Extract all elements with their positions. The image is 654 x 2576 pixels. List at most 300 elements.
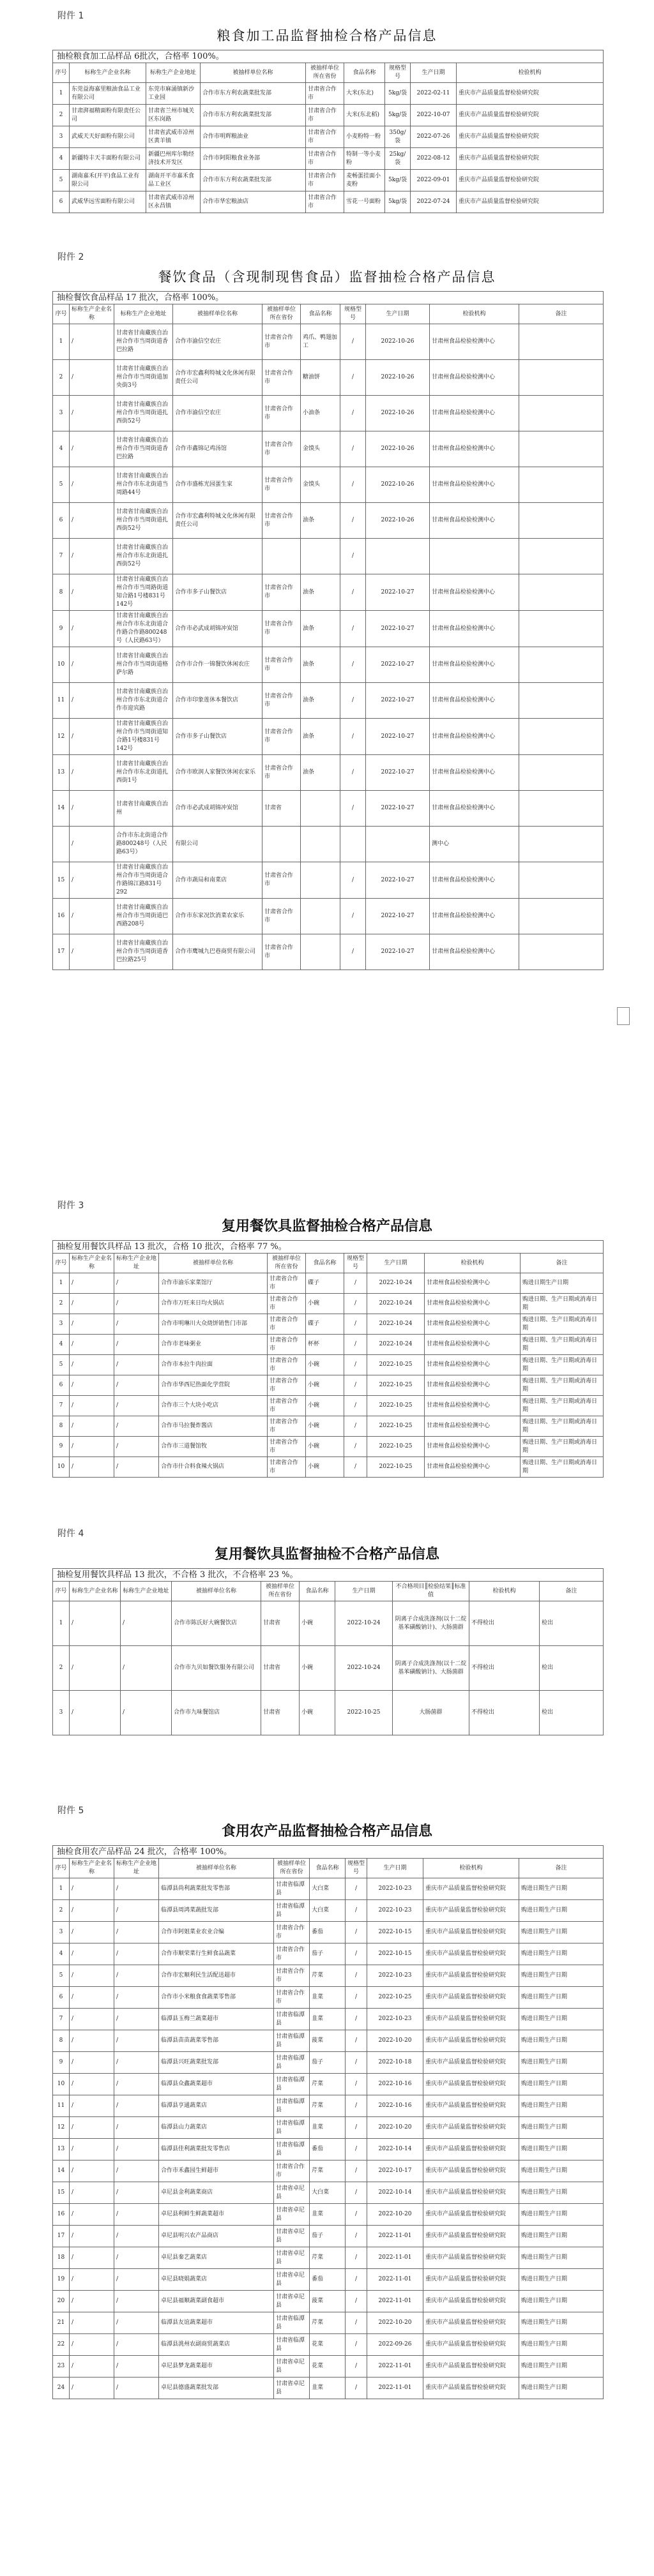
table-cell: 甘肃省合作市 xyxy=(274,2160,310,2182)
section-title: 复用餐饮具监督抽检不合格产品信息 xyxy=(214,1546,439,1562)
table-cell: 2022-10-14 xyxy=(367,2182,423,2204)
table-cell: 合作市三道餐馆牧 xyxy=(159,1437,268,1457)
table-row xyxy=(53,934,604,970)
table-cell: 小碗 xyxy=(306,1375,344,1396)
table-cell: 购进日期、生产日期或消毒日期 xyxy=(521,1416,604,1437)
table-cell: / xyxy=(70,1457,114,1478)
table-cell: 碟子 xyxy=(306,1273,344,1294)
table-cell: 阴离子合成洗涤剂(以十二烷基苯磺酸钠计)、大肠菌群 xyxy=(393,1601,469,1646)
table-cell: / xyxy=(114,2139,159,2160)
table-cell: 大白菜 xyxy=(310,2182,346,2204)
table-row xyxy=(53,2117,604,2139)
table-cell: 合作市东方利农蔬菜批发部 xyxy=(201,170,306,191)
table-cell: 甘肃省卓尼县 xyxy=(274,2204,310,2226)
table-cell: / xyxy=(346,2095,367,2117)
table-cell: / xyxy=(70,1965,114,1987)
table-cell: 2022-10-24 xyxy=(335,1646,393,1691)
table-cell: 购进日期生产日期 xyxy=(519,2356,604,2378)
table-cell: 17 xyxy=(53,934,70,970)
table-cell: 芹菜 xyxy=(310,2074,346,2095)
table-cell: 2022-11-01 xyxy=(367,2247,423,2269)
table-cell: 甘肃省合作市 xyxy=(268,1457,306,1478)
table-cell: 合作市必武成胡锦冲炭馆 xyxy=(173,611,262,647)
table-cell: 韭菜 xyxy=(310,2009,346,2030)
table-cell: 湖南嘉禾(开平)食品工业有限公司 xyxy=(70,170,146,191)
table-cell: 合作市多子山餐饮店 xyxy=(173,574,262,611)
table-cell: 2022-11-01 xyxy=(367,2378,423,2399)
table-cell: 菠菜 xyxy=(310,2291,346,2312)
table-cell: 2022-10-15 xyxy=(367,1943,423,1965)
table-cell: 大白菜 xyxy=(310,1900,346,1922)
section-3 xyxy=(0,1199,654,1518)
table-cell xyxy=(519,431,604,467)
table-cell: 2022-10-24 xyxy=(367,1294,425,1314)
table-row xyxy=(53,1601,604,1646)
table-cell: / xyxy=(70,647,114,683)
table-row xyxy=(53,191,604,213)
table-cell: 3 xyxy=(53,396,70,431)
table-cell: / xyxy=(114,2030,159,2052)
table-cell: 5 xyxy=(53,1965,70,1987)
table-cell: / xyxy=(114,2095,159,2117)
table-cell: 杯杯 xyxy=(306,1335,344,1355)
table-cell: 重庆市产品质量监督检验研究院 xyxy=(423,2291,519,2312)
table-row xyxy=(53,2160,604,2182)
table-row xyxy=(53,170,604,191)
table-row xyxy=(53,83,604,105)
table-cell: / xyxy=(340,360,366,396)
table-cell xyxy=(366,827,430,862)
column-header: 序号 xyxy=(53,1859,70,1878)
column-header: 生产日期 xyxy=(366,304,430,324)
table-cell: 检出 xyxy=(540,1691,604,1735)
table-cell: 重庆市产品质量监督检验研究院 xyxy=(423,1878,519,1900)
table-cell: / xyxy=(114,1396,159,1416)
table-cell: / xyxy=(340,934,366,970)
table-cell: 不得检出 xyxy=(469,1646,540,1691)
table-cell: 15 xyxy=(53,862,70,899)
table-cell: / xyxy=(346,2009,367,2030)
table-cell: / xyxy=(70,719,114,755)
table-cell: / xyxy=(346,2160,367,2182)
table-cell: 16 xyxy=(53,899,70,934)
table-cell: 甘肃省甘南藏族自治州合作市当周街道合作路锦江路831号292 xyxy=(114,862,173,899)
table-cell: 2022-10-25 xyxy=(367,1457,425,1478)
column-header: 序号 xyxy=(53,1582,70,1601)
table-cell: / xyxy=(70,2226,114,2247)
table-cell: 17 xyxy=(53,2226,70,2247)
table-cell: 甘肃州食品检验检测中心 xyxy=(425,1437,521,1457)
table-cell: / xyxy=(346,2291,367,2312)
table-cell: 甘肃州食品检验检测中心 xyxy=(430,360,519,396)
table-cell: 甘肃省甘南藏族自治州合作市当周街道香巴拉路25号 xyxy=(114,934,173,970)
column-header: 检验机构 xyxy=(457,63,604,83)
table-cell: 12 xyxy=(53,719,70,755)
table-cell: 3 xyxy=(53,1691,70,1735)
table-cell: 2022-08-12 xyxy=(411,148,457,170)
table-cell: / xyxy=(70,1646,121,1691)
table-cell: 2022-10-26 xyxy=(366,324,430,360)
table-cell: 重庆市产品质量监督检验研究院 xyxy=(423,2160,519,2182)
table-cell: 甘肃省合作市 xyxy=(262,503,301,539)
table-row xyxy=(53,2291,604,2312)
table-cell: 合作市陈氏好大碗餐饮店 xyxy=(172,1601,261,1646)
table-cell: 甘肃省合作市 xyxy=(268,1294,306,1314)
column-header: 标称生产企业地址 xyxy=(114,1254,159,1273)
column-header: 被抽样单位所在省份 xyxy=(268,1254,306,1273)
table-cell xyxy=(301,827,340,862)
table-cell: 甘肃州食品检验检测中心 xyxy=(425,1273,521,1294)
table-cell: / xyxy=(70,539,114,574)
table-cell: 韭菜 xyxy=(310,2378,346,2399)
table-summary: 抽检餐饮食品样品 17 批次，合格率 100%。 xyxy=(53,292,604,304)
table-cell: 购进日期生产日期 xyxy=(519,2030,604,2052)
table-cell: / xyxy=(340,683,366,719)
table-cell: / xyxy=(340,862,366,899)
table-cell: / xyxy=(344,1355,367,1375)
column-header: 序号 xyxy=(53,304,70,324)
table-cell: 1 xyxy=(53,83,70,105)
table-cell: 芹菜 xyxy=(310,2095,346,2117)
table-row xyxy=(53,1355,604,1375)
table-cell: 2022-10-24 xyxy=(367,1273,425,1294)
column-header: 规格型号 xyxy=(344,1254,367,1273)
table-row xyxy=(53,1314,604,1335)
table-cell: 甘肃省 xyxy=(261,1646,300,1691)
table-row xyxy=(53,148,604,170)
table-cell: / xyxy=(114,1375,159,1396)
column-header: 被抽样单位名称 xyxy=(201,63,306,83)
table-cell: / xyxy=(114,1437,159,1457)
table-cell: / xyxy=(340,539,366,574)
table-cell: 合作市合作一锦餐饮休闲农庄 xyxy=(173,647,262,683)
table-cell: 3 xyxy=(53,1922,70,1943)
table-cell: 甘肃省合作市 xyxy=(262,899,301,934)
table-cell: 油条 xyxy=(301,755,340,791)
table-row xyxy=(53,574,604,611)
table-cell: / xyxy=(70,934,114,970)
table-row xyxy=(53,2030,604,2052)
table-cell: / xyxy=(344,1273,367,1294)
table-cell: 1 xyxy=(53,1601,70,1646)
table-cell: 甘肃州食品检验检测中心 xyxy=(430,396,519,431)
table-cell: 购进日期生产日期 xyxy=(519,2269,604,2291)
table-cell: 2022-10-26 xyxy=(366,467,430,503)
table-cell: / xyxy=(70,2378,114,2399)
table-row xyxy=(53,2312,604,2334)
table-cell: 2022-10-24 xyxy=(367,1314,425,1335)
table-cell: 有限公司 xyxy=(173,827,262,862)
table-cell: 2022-10-17 xyxy=(367,2160,423,2182)
table-cell: / xyxy=(340,396,366,431)
table-cell: / xyxy=(114,2312,159,2334)
table-cell: 22 xyxy=(53,2334,70,2356)
table-cell: 甘肃省甘南藏族自治州合作市当周街道格萨尔路 xyxy=(114,647,173,683)
table-cell: 3 xyxy=(53,126,70,148)
table-cell: / xyxy=(70,2247,114,2269)
table-row xyxy=(53,1273,604,1294)
table-cell: / xyxy=(70,1987,114,2009)
table-cell: 重庆市产品质量监督检验研究院 xyxy=(457,170,604,191)
column-header: 食品名称 xyxy=(306,1254,344,1273)
table-cell: / xyxy=(70,2182,114,2204)
table-cell: 购进日期生产日期 xyxy=(519,1900,604,1922)
table-cell: 甘肃省合作市 xyxy=(262,755,301,791)
table-cell: / xyxy=(344,1335,367,1355)
table-cell: / xyxy=(114,1294,159,1314)
table-cell: 芹菜 xyxy=(310,2247,346,2269)
table-cell: 6 xyxy=(53,503,70,539)
attachment-label: 附件 3 xyxy=(57,1201,84,1211)
table-row xyxy=(53,1987,604,2009)
table-row xyxy=(53,2204,604,2226)
column-header: 被抽样单位名称 xyxy=(172,1582,261,1601)
table-cell: 甘肃省甘南藏族自治州合作市当周路街道知合路1号楼831号142号 xyxy=(114,574,173,611)
table-cell: 2022-10-16 xyxy=(367,2095,423,2117)
table-cell: 大米(东北) xyxy=(344,83,385,105)
table-summary: 抽检食用农产品样品 24 批次，合格率 100%。 xyxy=(53,1846,604,1859)
table-cell: / xyxy=(70,2074,114,2095)
table-cell: 小碗 xyxy=(300,1646,335,1691)
table-cell: / xyxy=(344,1314,367,1335)
column-header: 备注 xyxy=(540,1582,604,1601)
table-cell xyxy=(519,755,604,791)
table-cell: 重庆市产品质量监督检验研究院 xyxy=(423,2009,519,2030)
table-cell: / xyxy=(340,431,366,467)
table-cell: 6 xyxy=(53,1987,70,2009)
table-cell: / xyxy=(344,1416,367,1437)
table-cell xyxy=(301,899,340,934)
table-cell: 重庆市产品质量监督检验研究院 xyxy=(423,2117,519,2139)
column-header: 食品名称 xyxy=(301,304,340,324)
table-cell: 检出 xyxy=(540,1646,604,1691)
section-title: 粮食加工品监督抽检合格产品信息 xyxy=(217,28,437,43)
table-cell: / xyxy=(114,2182,159,2204)
table-cell: 甘肃省甘南藏族自治州合作市当周街道加央街3号 xyxy=(114,360,173,396)
table-cell: / xyxy=(70,503,114,539)
table-cell: / xyxy=(114,1943,159,1965)
table-cell: / xyxy=(346,2139,367,2160)
table-cell: 购进日期生产日期 xyxy=(519,2247,604,2269)
section-title: 食用农产品监督抽检合格产品信息 xyxy=(221,1823,432,1839)
table-cell: 甘肃省卓尼县 xyxy=(274,2182,310,2204)
table-cell: 武威华远雪面粉有限公司 xyxy=(70,191,146,213)
table-cell: 甘肃州食品检验检测中心 xyxy=(430,899,519,934)
table-cell: 甘肃省甘南藏族自治州合作市当周街道知合路1号楼831号142号 xyxy=(114,719,173,755)
table-cell: / xyxy=(70,1878,114,1900)
table-cell: / xyxy=(344,1437,367,1457)
table-cell: 2022-10-07 xyxy=(411,105,457,126)
table-cell: / xyxy=(70,2160,114,2182)
table-cell: / xyxy=(346,2052,367,2074)
table-cell: 购进日期生产日期 xyxy=(519,1922,604,1943)
table-cell: 甘肃省合作市 xyxy=(306,191,344,213)
table-cell: 小油条 xyxy=(301,396,340,431)
table-cell: 茄子 xyxy=(310,2052,346,2074)
table-cell: 合作市万旺来日均火锅店 xyxy=(159,1294,268,1314)
table-cell: 2022-10-16 xyxy=(367,2074,423,2095)
table-cell: 甘肃省合作市 xyxy=(268,1314,306,1335)
table-cell xyxy=(519,611,604,647)
table-row xyxy=(53,1294,604,1314)
table-cell: / xyxy=(114,1878,159,1900)
table-cell: / xyxy=(121,1601,172,1646)
table-cell: 购进日期生产日期 xyxy=(519,2009,604,2030)
table-cell: 合作市渝乐家菜馆厅 xyxy=(159,1273,268,1294)
table-cell: 甘肃州食品检验检测中心 xyxy=(430,647,519,683)
table-cell xyxy=(519,862,604,899)
table-row xyxy=(53,1375,604,1396)
table-cell: 2022-10-23 xyxy=(367,2009,423,2030)
table-cell: 2022-07-26 xyxy=(411,126,457,148)
table-cell: 甘肃省合作市 xyxy=(268,1396,306,1416)
table-cell: 甘肃省合作市 xyxy=(306,105,344,126)
table-cell: 7 xyxy=(53,2009,70,2030)
table-cell xyxy=(519,899,604,934)
table-cell: / xyxy=(70,862,114,899)
table-cell: 油条 xyxy=(301,611,340,647)
table-cell: / xyxy=(114,1965,159,1987)
table-row xyxy=(53,2226,604,2247)
table-cell: 甘肃州食品检验检测中心 xyxy=(430,467,519,503)
table-cell: 甘肃州食品检验检测中心 xyxy=(425,1355,521,1375)
table-cell: 甘肃省合作市 xyxy=(262,683,301,719)
table-cell: 临潭县玉梅兰蔬菜超市 xyxy=(159,2009,274,2030)
table-cell: 2022-10-25 xyxy=(367,1416,425,1437)
table-cell: / xyxy=(114,2204,159,2226)
table-cell: 2022-10-27 xyxy=(366,791,430,827)
table-row xyxy=(53,862,604,899)
table-cell: / xyxy=(114,1314,159,1335)
table-cell: 甘肃州食品检验检测中心 xyxy=(430,431,519,467)
table-cell: 临潭县友谊蔬菜超市 xyxy=(159,2312,274,2334)
table-cell: 2022-10-20 xyxy=(367,2030,423,2052)
table-cell: / xyxy=(70,2052,114,2074)
table-cell: 9 xyxy=(53,1437,70,1457)
table-cell: 2022-02-11 xyxy=(411,83,457,105)
table-cell: / xyxy=(114,1987,159,2009)
table-cell: 2022-10-25 xyxy=(367,1396,425,1416)
table-cell: / xyxy=(346,2204,367,2226)
table-cell: 合作市九贝如餐饮服务有限公司 xyxy=(172,1646,261,1691)
table-cell: / xyxy=(114,1457,159,1478)
table-cell: 9 xyxy=(53,2052,70,2074)
table-cell: / xyxy=(346,2378,367,2399)
table-cell: 大白菜 xyxy=(310,1878,346,1900)
column-header: 检验机构 xyxy=(423,1859,519,1878)
table-cell: 合作市三个大块小吃店 xyxy=(159,1396,268,1416)
table-cell: 甘肃州食品检验检测中心 xyxy=(430,719,519,755)
table-cell: 购进日期生产日期 xyxy=(519,2334,604,2356)
table-cell: 购进日期、生产日期或消毒日期 xyxy=(521,1335,604,1355)
table-cell: / xyxy=(346,1922,367,1943)
table-cell: / xyxy=(346,1878,367,1900)
table-cell: 甘肃省甘南藏族自治州合作市东北街道合作市迎宾路 xyxy=(114,683,173,719)
table-row xyxy=(53,1396,604,1416)
table-cell: 甘肃省合作市 xyxy=(262,862,301,899)
table-cell: 合作市鹰城九巴巷商贸有限公司 xyxy=(173,934,262,970)
table-cell: 合作市明琳川大众烧饼销售门市部 xyxy=(159,1314,268,1335)
table-cell: 小碗 xyxy=(300,1691,335,1735)
table-cell: / xyxy=(70,1314,114,1335)
table-cell: 12 xyxy=(53,2117,70,2139)
table-cell: 5kg/袋 xyxy=(385,105,411,126)
table-row xyxy=(53,1437,604,1457)
table-cell: / xyxy=(70,2334,114,2356)
table-cell: 2022-10-24 xyxy=(367,1335,425,1355)
table-cell: 小碗 xyxy=(306,1355,344,1375)
table-cell: 甘肃省卓尼县 xyxy=(274,2269,310,2291)
table-cell xyxy=(519,719,604,755)
table-row xyxy=(53,1965,604,1987)
table-cell: 湖南开平市嘉禾食品工业区 xyxy=(146,170,201,191)
table-summary: 抽检复用餐饮具样品 13 批次，合格 10 批次，合格率 77 %。 xyxy=(53,1241,604,1254)
table-cell: 甘肃州食品检验检测中心 xyxy=(430,755,519,791)
table-cell: / xyxy=(114,1922,159,1943)
table-cell: 阴离子合成洗涤剂(以十二烷基苯磺酸钠计)、大肠菌群 xyxy=(393,1646,469,1691)
header-row xyxy=(53,1859,604,1878)
table-cell: / xyxy=(70,1900,114,1922)
table-cell: 油条 xyxy=(301,503,340,539)
table-cell: 重庆市产品质量监督检验研究院 xyxy=(423,1922,519,1943)
table-cell: 甘肃省合作市 xyxy=(274,1922,310,1943)
table-cell: 雪花一号面粉 xyxy=(344,191,385,213)
table-row xyxy=(53,2139,604,2160)
table-cell: 合作市鑫锦记鸡汤馆 xyxy=(173,431,262,467)
table-cell: / xyxy=(70,827,114,862)
table-cell: 临潭县周鸿菜蔬批发部 xyxy=(159,1900,274,1922)
table-cell: 2022-10-25 xyxy=(367,1375,425,1396)
column-header: 标称生产企业地址 xyxy=(121,1582,172,1601)
table-cell: 鸡爪、鸭翅加工 xyxy=(301,324,340,360)
table-cell: 东莞市麻涌镇新沙工业园 xyxy=(146,83,201,105)
table-cell: 甘肃省合作市 xyxy=(268,1375,306,1396)
table-cell: 甘肃州食品检验检测中心 xyxy=(430,934,519,970)
table-row xyxy=(53,611,604,647)
column-header: 被抽样单位所在省份 xyxy=(274,1859,310,1878)
column-header: 规格型号 xyxy=(385,63,411,83)
table-cell: / xyxy=(70,755,114,791)
table-cell: 糖油饼 xyxy=(301,360,340,396)
table-cell: 新疆特丰天丰面粉有限公司 xyxy=(70,148,146,170)
table-row xyxy=(53,360,604,396)
table-cell: / xyxy=(346,1965,367,1987)
table-row xyxy=(53,2182,604,2204)
table-cell: / xyxy=(114,2269,159,2291)
table-cell: 甘肃省甘南藏族自治州合作市东北街道合作路合作路800248号（人民路63号） xyxy=(114,611,173,647)
table-cell: 合作市华宏粮油店 xyxy=(201,191,306,213)
column-header: 规格型号 xyxy=(340,304,366,324)
table-cell: 重庆市产品质量监督检验研究院 xyxy=(423,2095,519,2117)
table-row xyxy=(53,1943,604,1965)
table-row xyxy=(53,396,604,431)
table-cell xyxy=(519,360,604,396)
table-cell: / xyxy=(70,611,114,647)
table-cell: 合作市欧润人家餐饮休闲农家乐 xyxy=(173,755,262,791)
table-cell: 7 xyxy=(53,1396,70,1416)
table-cell: 2022-10-25 xyxy=(367,1355,425,1375)
table-cell: 合作市蔬局和南菜店 xyxy=(173,862,262,899)
table-cell: 合作市阿阳粮食业务部 xyxy=(201,148,306,170)
table-cell xyxy=(519,539,604,574)
table-cell: 甘肃省合作市 xyxy=(274,1987,310,2009)
table-cell: / xyxy=(114,2074,159,2095)
table-cell: 番茄 xyxy=(310,1922,346,1943)
table-cell: / xyxy=(114,2052,159,2074)
table-cell: 2022-10-20 xyxy=(367,2117,423,2139)
table-cell: 重庆市产品质量监督检验研究院 xyxy=(423,2312,519,2334)
table-cell: 卓尼县梦龙蔬菜超市 xyxy=(159,2356,274,2378)
